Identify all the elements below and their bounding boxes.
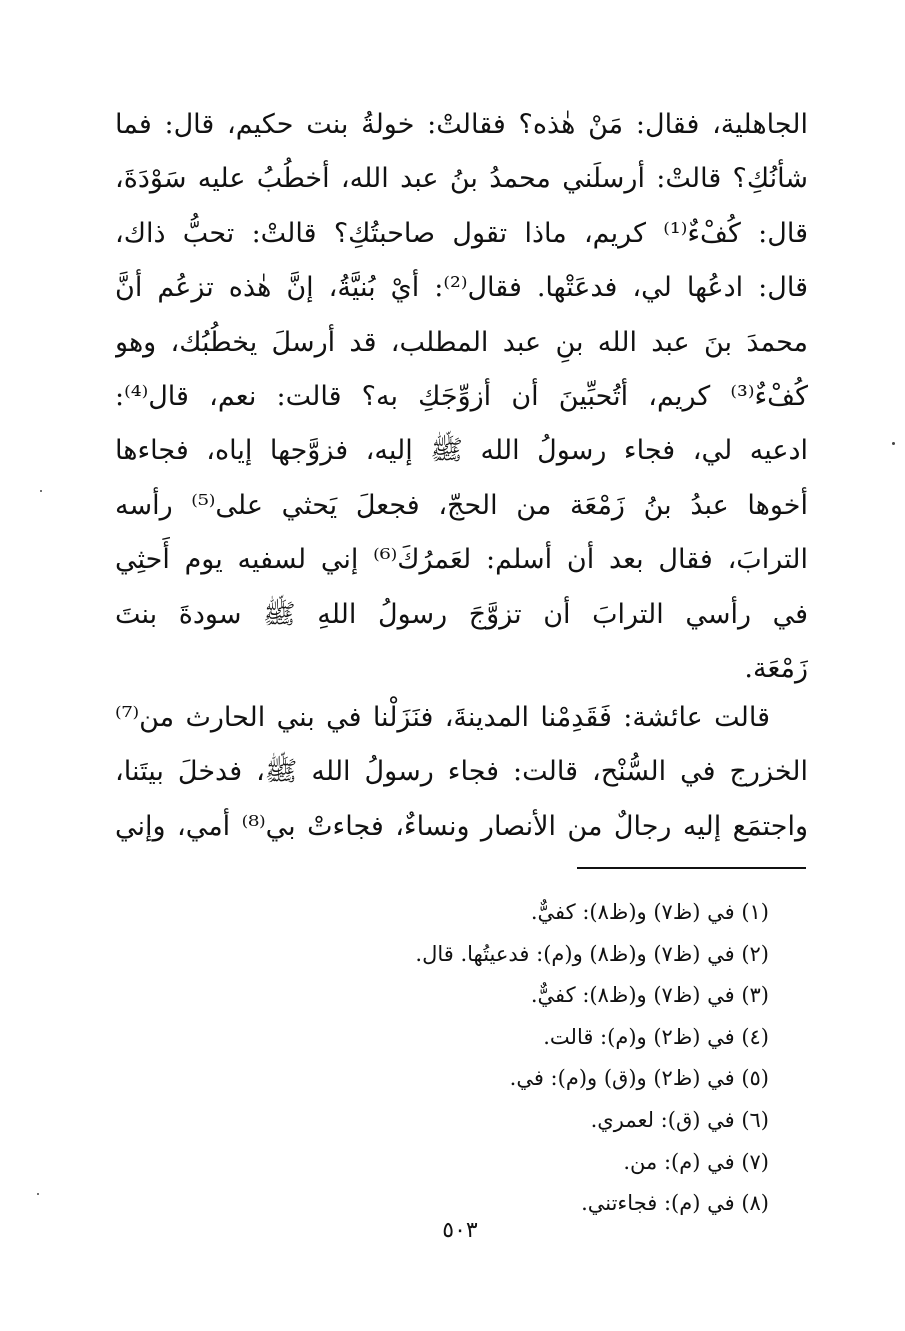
footnote: (٤) في (ظ٢) و(م): قالت. [543, 1024, 769, 1049]
scan-speck [892, 442, 895, 445]
footnote: (٨) في (م): فجاءتني. [581, 1191, 769, 1216]
text-line: الجاهلية، فقال: مَنْ هٰذه؟ فقالتْ: خولةُ بنت حكيم، قال: فما [115, 109, 808, 140]
scan-speck [40, 490, 42, 492]
text-line: شأنُكِ؟ قالتْ: أرسلَني محمدُ بنُ عبد الله، أخطُبُ عليه سَوْدَةَ، [115, 163, 808, 195]
footnote: (٣) في (ظ٧) و(ظ٨): كفيٌّ. [530, 983, 769, 1008]
text-line: محمدَ بنَ عبد الله بنِ عبد المطلب، قد أرسلَ يخطُبُك، وهو [115, 326, 808, 358]
text-line: قالت عائشة: فَقَدِمْنا المدينةَ، فنَزَلْنا في بني الحارث من⁽⁷⁾ [115, 702, 770, 733]
footnote: (٢) في (ظ٧) و(ظ٨) و(م): فدعيتُها. قال. [415, 941, 769, 966]
text-line: كُفْءٌ⁽³⁾ كريم، أتُحبِّينَ أن أزوِّجَكِ به؟ قالت: نعم، قال⁽⁴⁾: [115, 380, 808, 412]
text-line: ادعيه لي، فجاء رسولُ الله ﷺ إليه، فزوَّجها إياه، فجاءها [115, 435, 808, 467]
footnote-divider [577, 867, 806, 869]
footnote: (١) في (ظ٧) و(ظ٨): كفيٌّ. [530, 900, 769, 924]
text-line: أخوها عبدُ بنُ زَمْعَة من الحجّ، فجعلَ يَحثي على⁽⁵⁾ رأسه [115, 489, 808, 521]
text-line: في رأسي الترابَ أن تزوَّجَ رسولُ اللهِ ﷺ سودةَ بنتَ [115, 598, 808, 630]
text-line: قال: ادعُها لي، فدعَتْها. فقال⁽²⁾: أيْ بُنيَّةُ، إنَّ هٰذه تزعُم أنَّ [115, 272, 808, 304]
footnote: (٦) في (ق): لعمري. [590, 1107, 769, 1132]
text-line: زَمْعَة. [744, 652, 808, 684]
text-line: الخزرج في السُّنْح، قالت: فجاء رسولُ الله ﷺ، فدخلَ بيتَنا، [115, 756, 808, 788]
footnotes-list [300, 892, 769, 1225]
text-line: قال: كُفْءٌ⁽¹⁾ كريم، ماذا تقول صاحبتُكِ؟ قالتْ: تحبُّ ذاك، [115, 217, 808, 249]
page-number: ٥٠٣ [442, 1218, 478, 1243]
text-line: الترابَ، فقال بعد أن أسلم: لعَمرُكَ⁽⁶⁾ إني لسفيه يوم أَحثِي [115, 544, 808, 576]
footnote: (٧) في (م): من. [623, 1149, 769, 1174]
text-line: واجتمَع إليه رجالٌ من الأنصار ونساءٌ، فجاءتْ بي⁽⁸⁾ أمي، وإني [115, 810, 808, 842]
paragraph-2 [115, 691, 808, 854]
scan-speck [37, 1193, 39, 1195]
footnote: (٥) في (ظ٢) و(ق) و(م): في. [509, 1066, 769, 1091]
paragraph-1 [115, 98, 808, 696]
